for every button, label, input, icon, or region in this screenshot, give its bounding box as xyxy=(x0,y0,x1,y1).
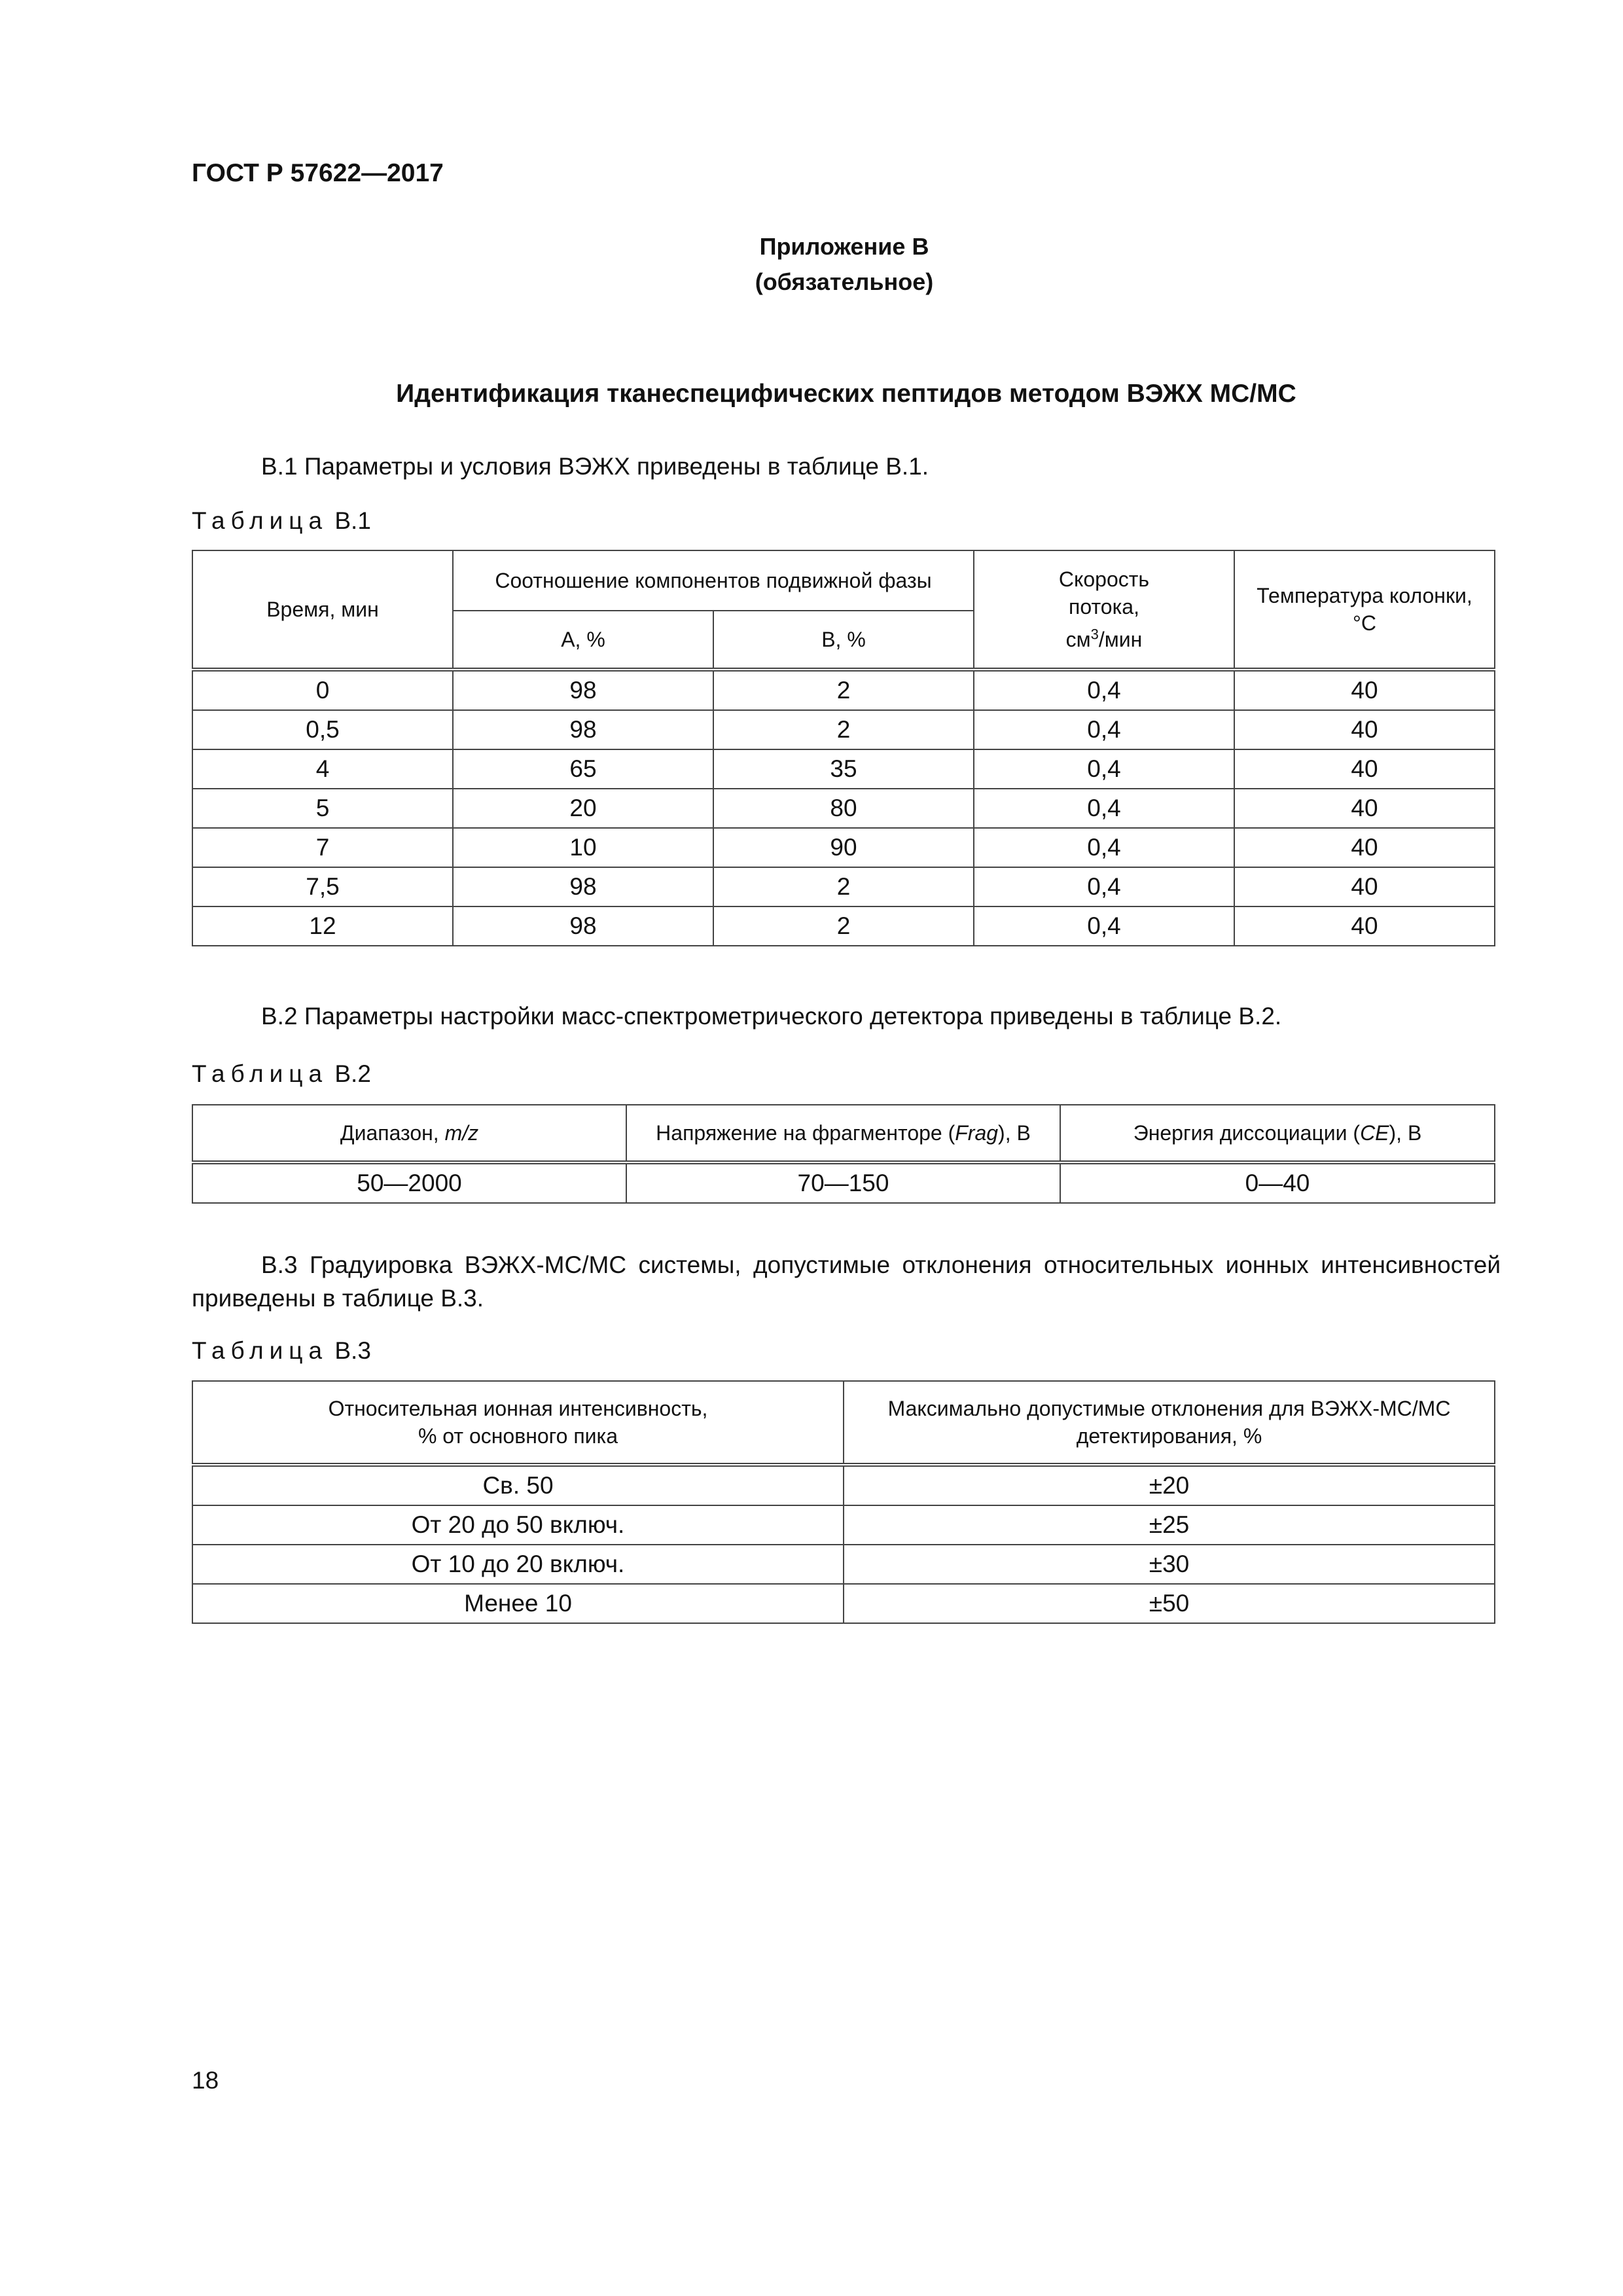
table-cell: 0,4 xyxy=(974,670,1234,710)
header-energy: Энергия диссоциации (CE), В xyxy=(1060,1105,1495,1162)
document-code: ГОСТ Р 57622—2017 xyxy=(192,159,444,187)
table-b1 xyxy=(192,550,1495,946)
header-b: В, % xyxy=(713,611,974,670)
table-cell: 98 xyxy=(453,867,713,906)
table-cell: ±20 xyxy=(844,1465,1495,1505)
header-time: Время, мин xyxy=(192,550,453,670)
table-b2 xyxy=(192,1104,1495,1204)
table-cell: 12 xyxy=(192,906,453,946)
header-a: А, % xyxy=(453,611,713,670)
table-row xyxy=(192,789,1495,828)
header-ion-intensity: Относительная ионная интенсивность, % от основного пика xyxy=(192,1381,844,1465)
header-temp-line2: °С xyxy=(1353,611,1376,635)
table-cell: 50—2000 xyxy=(192,1162,626,1203)
table-cell: Менее 10 xyxy=(192,1584,844,1623)
table-cell: 2 xyxy=(713,867,974,906)
table-cell: 7 xyxy=(192,828,453,867)
header-voltage: Напряжение на фрагменторе (Frag), В xyxy=(626,1105,1060,1162)
table-cell: 40 xyxy=(1234,828,1495,867)
table-cell: 2 xyxy=(713,670,974,710)
caption-word: Таблица xyxy=(192,1337,329,1364)
table-cell: 65 xyxy=(453,749,713,789)
header-flow-unit: $см^3$/мин xyxy=(1065,626,1143,651)
table-cell: 40 xyxy=(1234,749,1495,789)
header-range: Диапазон, m/z xyxy=(192,1105,626,1162)
table-cell: Св. 50 xyxy=(192,1465,844,1505)
table-cell: 35 xyxy=(713,749,974,789)
table-cell: 40 xyxy=(1234,710,1495,749)
table-row xyxy=(192,867,1495,906)
table-cell: 0,5 xyxy=(192,710,453,749)
table-cell: 0,4 xyxy=(974,906,1234,946)
table-cell: 7,5 xyxy=(192,867,453,906)
table-row xyxy=(192,1162,1495,1203)
table-row xyxy=(192,1505,1495,1545)
caption-number: В.1 xyxy=(334,507,371,534)
table-cell: 98 xyxy=(453,906,713,946)
table-cell: 0,4 xyxy=(974,749,1234,789)
table-cell: ±30 xyxy=(844,1545,1495,1584)
appendix-heading xyxy=(0,229,1623,300)
table-cell: 0 xyxy=(192,670,453,710)
table-cell: 10 xyxy=(453,828,713,867)
table-cell: От 20 до 50 включ. xyxy=(192,1505,844,1545)
table-cell: 2 xyxy=(713,710,974,749)
header-temp-line1: Температура колонки, xyxy=(1257,584,1472,607)
table-cell: 90 xyxy=(713,828,974,867)
header-temperature xyxy=(1234,550,1495,670)
paragraph-b2: В.2 Параметры настройки масс-спектрометрического детектора приведены в таблице В.2. xyxy=(261,1003,1282,1030)
table-cell: ±50 xyxy=(844,1584,1495,1623)
table-b2-body xyxy=(192,1162,1495,1203)
table-row xyxy=(192,906,1495,946)
caption-number: В.2 xyxy=(334,1060,371,1087)
header-ratio: Соотношение компонентов подвижной фазы xyxy=(453,550,974,611)
table-cell: 0,4 xyxy=(974,828,1234,867)
table-cell: 40 xyxy=(1234,670,1495,710)
table-cell: 80 xyxy=(713,789,974,828)
table-cell: 0,4 xyxy=(974,710,1234,749)
paragraph-b3-cont: приведены в таблице В.3. xyxy=(192,1285,484,1312)
table-cell: 2 xyxy=(713,906,974,946)
paragraph-b1: В.1 Параметры и условия ВЭЖХ приведены в таблице В.1. xyxy=(261,453,929,480)
table-caption-b3 xyxy=(192,1337,371,1365)
appendix-subtitle: (обязательное) xyxy=(755,268,934,295)
caption-word: Таблица xyxy=(192,507,329,534)
table-cell: 98 xyxy=(453,670,713,710)
appendix-title: Приложение В xyxy=(759,233,929,260)
page-number: 18 xyxy=(192,2067,219,2094)
caption-word: Таблица xyxy=(192,1060,329,1087)
table-row xyxy=(192,670,1495,710)
table-cell: 40 xyxy=(1234,906,1495,946)
table-cell: 98 xyxy=(453,710,713,749)
caption-number: В.3 xyxy=(334,1337,371,1364)
table-b3-body xyxy=(192,1465,1495,1623)
header-flow xyxy=(974,550,1234,670)
table-row xyxy=(192,1465,1495,1505)
section-title: Идентификация тканеспецифических пептидов методом ВЭЖХ МС/МС xyxy=(396,380,1296,408)
table-row xyxy=(192,1584,1495,1623)
table-cell: 0—40 xyxy=(1060,1162,1495,1203)
table-row xyxy=(192,749,1495,789)
table-cell: 70—150 xyxy=(626,1162,1060,1203)
table-cell: ±25 xyxy=(844,1505,1495,1545)
table-cell: 0,4 xyxy=(974,867,1234,906)
header-flow-line1: Скорость xyxy=(1058,567,1150,592)
table-row xyxy=(192,828,1495,867)
table-row xyxy=(192,710,1495,749)
table-cell: 4 xyxy=(192,749,453,789)
table-cell: 5 xyxy=(192,789,453,828)
table-cell: 40 xyxy=(1234,789,1495,828)
table-b1-body xyxy=(192,670,1495,946)
table-caption-b1 xyxy=(192,507,371,535)
table-cell: От 10 до 20 включ. xyxy=(192,1545,844,1584)
table-row xyxy=(192,1545,1495,1584)
header-flow-line2: потока, xyxy=(1069,595,1139,619)
header-max-deviation: Максимально допустимые отклонения для ВЭЖХ-МС/МС детектирования, % xyxy=(844,1381,1495,1465)
table-cell: 0,4 xyxy=(974,789,1234,828)
table-cell: 20 xyxy=(453,789,713,828)
table-caption-b2 xyxy=(192,1060,371,1088)
table-cell: 40 xyxy=(1234,867,1495,906)
table-b3 xyxy=(192,1380,1495,1624)
paragraph-b3-line1: В.3 Градуировка ВЭЖХ-МС/МС системы, допустимые отклонения относительных ионных интенсивностей xyxy=(261,1251,1501,1278)
